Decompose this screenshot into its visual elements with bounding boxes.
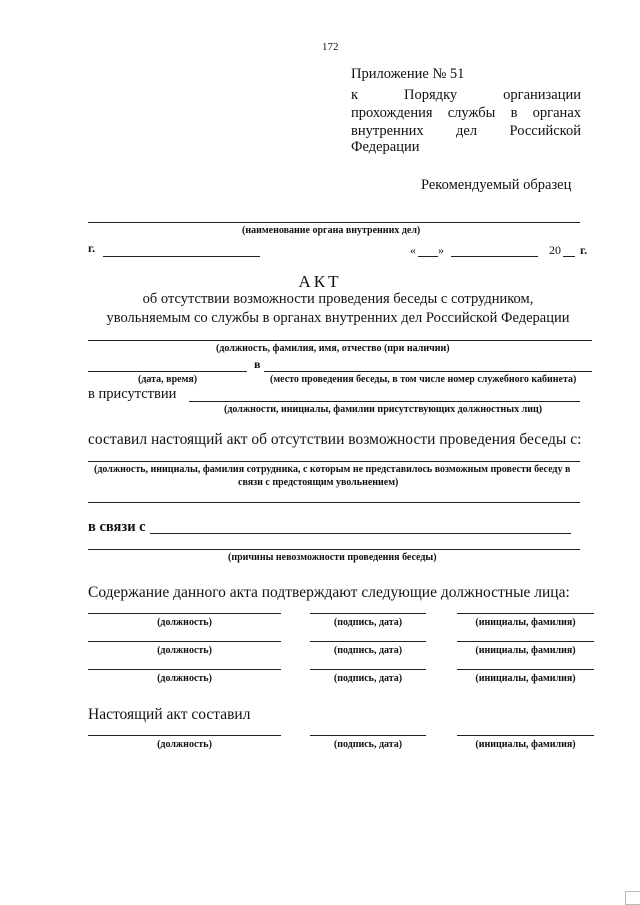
sig-row-3-signature-line[interactable] <box>310 669 426 670</box>
employee-line[interactable] <box>88 340 592 341</box>
composed-by-label: Настоящий акт составил <box>88 706 251 723</box>
sig-row-2-position-line[interactable] <box>88 641 281 642</box>
person-caption-line-2: связи с предстоящим увольнением) <box>238 477 399 488</box>
presence-line[interactable] <box>189 401 580 402</box>
person-caption-line-1: (должность, инициалы, фамилия сотрудника, с которым не представилось возможным провести беседу в <box>94 464 571 475</box>
sig-row-3-initials-line[interactable] <box>457 669 594 670</box>
sig-row-1-signature-caption: (подпись, дата) <box>333 617 403 628</box>
composer-position-line[interactable] <box>88 735 281 736</box>
act-subtitle-line-2: увольняемым со службы в органах внутренних дел Российской Федерации <box>106 310 570 326</box>
composer-position-caption: (должность) <box>157 739 212 750</box>
organ-name-line[interactable] <box>88 222 580 223</box>
composer-signature-line[interactable] <box>310 735 426 736</box>
officials-caption: (должности, инициалы, фамилии присутствующих должностных лиц) <box>224 404 543 415</box>
year-suffix: г. <box>580 243 588 257</box>
datetime-line[interactable] <box>88 371 247 372</box>
city-prefix: г. <box>88 241 96 255</box>
date-close-quote: » <box>438 243 444 257</box>
reasons-caption: (причины невозможности проведения беседы) <box>228 552 437 563</box>
sig-row-3-signature-caption: (подпись, дата) <box>333 673 403 684</box>
recommended-sample: Рекомендуемый образец <box>421 177 572 193</box>
appendix-title: Приложение № 51 <box>351 66 465 82</box>
composer-signature-caption: (подпись, дата) <box>333 739 403 750</box>
employee-caption: (должность, фамилия, имя, отчество (при наличии) <box>216 343 450 354</box>
sig-row-3-initials-caption: (инициалы, фамилия) <box>475 673 576 684</box>
presence-label: в присутствии <box>88 386 177 402</box>
person-line-2[interactable] <box>88 502 580 503</box>
page-number: 172 <box>322 41 339 53</box>
organ-name-caption: (наименование органа внутренних дел) <box>242 225 421 236</box>
sig-row-2-signature-caption: (подпись, дата) <box>333 645 403 656</box>
place-caption: (место проведения беседы, в том числе номер служебного кабинета) <box>270 374 577 385</box>
datetime-caption: (дата, время) <box>138 374 198 385</box>
month-line[interactable] <box>451 256 538 257</box>
scan-edge-mark <box>625 891 640 905</box>
place-line[interactable] <box>264 371 592 372</box>
sig-row-3-position-line[interactable] <box>88 669 281 670</box>
appendix-line-2: к Порядку организации <box>351 87 581 103</box>
appendix-line-5: Федерации <box>351 139 420 155</box>
reason-label: в связи с <box>88 519 146 535</box>
act-subtitle-line-1: об отсутствии возможности проведения беседы с сотрудником, <box>142 291 534 307</box>
sig-row-2-initials-caption: (инициалы, фамилия) <box>475 645 576 656</box>
sig-row-3-position-caption: (должность) <box>157 673 212 684</box>
in-word: в <box>254 357 261 371</box>
day-line[interactable] <box>418 256 438 257</box>
sig-row-1-initials-line[interactable] <box>457 613 594 614</box>
city-line[interactable] <box>103 256 260 257</box>
sig-row-1-signature-line[interactable] <box>310 613 426 614</box>
confirm-text: Содержание данного акта подтверждают следующие должностные лица: <box>88 584 570 601</box>
date-open-quote: « <box>410 243 416 257</box>
reason-line[interactable] <box>150 533 571 534</box>
year-line[interactable] <box>563 256 575 257</box>
sig-row-2-initials-line[interactable] <box>457 641 594 642</box>
sig-row-1-position-line[interactable] <box>88 613 281 614</box>
appendix-line-4: внутренних дел Российской <box>351 123 581 139</box>
sig-row-1-initials-caption: (инициалы, фамилия) <box>475 617 576 628</box>
act-title: АКТ <box>298 272 342 291</box>
person-line[interactable] <box>88 461 580 462</box>
sig-row-2-signature-line[interactable] <box>310 641 426 642</box>
composer-initials-caption: (инициалы, фамилия) <box>475 739 576 750</box>
sig-row-1-position-caption: (должность) <box>157 617 212 628</box>
reason-line-2[interactable] <box>88 549 580 550</box>
year-prefix: 20 <box>549 243 561 257</box>
appendix-line-3: прохождения службы в органах <box>351 105 581 121</box>
composer-initials-line[interactable] <box>457 735 594 736</box>
sig-row-2-position-caption: (должность) <box>157 645 212 656</box>
statement-text: составил настоящий акт об отсутствии возможности проведения беседы с: <box>88 431 582 448</box>
